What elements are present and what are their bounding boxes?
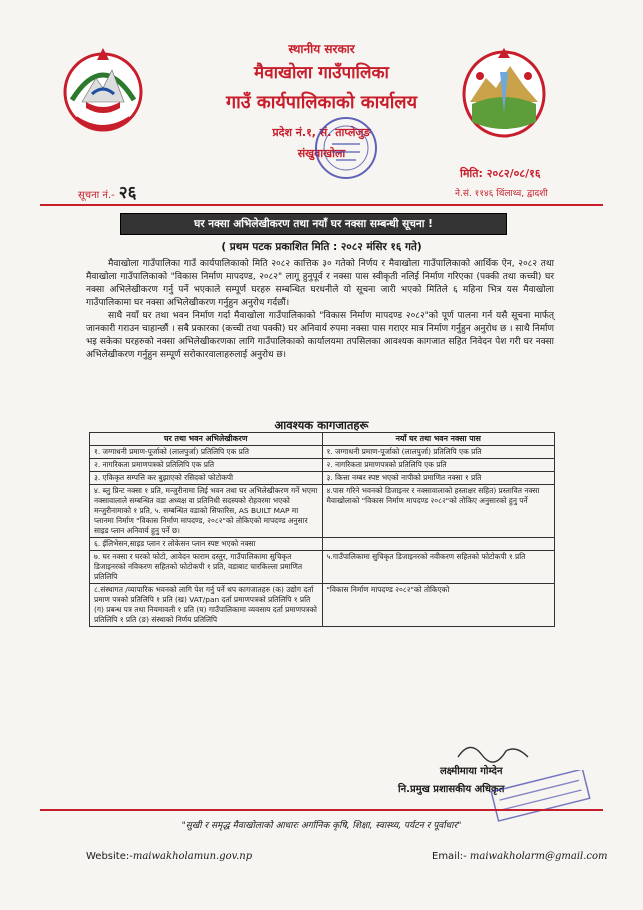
table-header-row — [90, 433, 555, 446]
website-line — [86, 851, 252, 862]
table-cell: ५.गाउँपालिकामा सुचिकृत डिजाइनरको नवीकरण सहितको फोटोकपी १ प्रति — [322, 551, 555, 584]
notice-body — [86, 258, 554, 362]
required-documents-title: आवश्यक कागजातहरू — [274, 418, 369, 432]
required-documents-table — [89, 432, 555, 627]
table-cell: ३. एकिकृत सम्पत्ति कर बुझाएको रसिदको फोटोकपी — [90, 472, 323, 485]
notice-title-banner: घर नक्सा अभिलेखीकरण तथा नयाँ घर नक्सा सम्बन्धी सूचना ! — [120, 213, 507, 235]
notice-date: मिति: २०८२/०८/१६ — [460, 167, 541, 180]
table-row — [90, 538, 555, 551]
table-cell: २. नागरिकता प्रमाणपत्रको प्रतिलिपि एक प्रति — [322, 459, 555, 472]
website-link[interactable]: maiwakholamun.gov.np — [132, 851, 253, 862]
body-paragraph: साथै नयाँ घर तथा भवन निर्माण गर्दा मैवाखोला गाउँपालिकाको "विकास निर्माण मापदण्ड २०८२"को पूर्ण पालना गर्न यसै सूचना मार्फत् जानकारी गराउन चाहान्छौं । सबै प्रकारका (कच्ची तथा पक्की) घर अनिवार्य रुपमा नक्सा पास गराएर मात्र निर्माण गर्नुहुन अनुरोध छ । साथै निर्माण भइ सकेका घरहरुको नक्सा अभिलेखीकरणका लागि गाउँपालिकाको कार्यालयमा तपसिलका आवश्यक कागजात सहित निवेदन पेश गरी घर नक्सा अभिलेखीकरण गर्नुहुन सम्पूर्ण सरोकारवालाहरुलाई अनुरोध छ। — [86, 311, 554, 360]
table-cell — [322, 538, 555, 551]
table-row — [90, 485, 555, 538]
footer-divider — [40, 809, 603, 811]
officer-stamp — [486, 770, 596, 824]
header-office-name: गाउँ कार्यपालिकाको कार्यालय — [225, 92, 418, 113]
header-location: संखुवाखोला — [297, 147, 346, 160]
nepal-sambat-date: ने.सं. ११४६ थिंलाथ्व, द्वादशी — [455, 189, 548, 199]
header-divider — [40, 204, 603, 206]
website-label: Website:- — [86, 851, 133, 862]
table-cell: ४. ब्लु प्रिन्ट नक्सा १ प्रति, मन्जुरीनामा लिई भवन तथा घर अभिलेखीकरण गर्ने भएमा नक्सावालाले सम्बन्धित वडा अध्यक्ष वा प्रतिनिधी सदस्यको रोहवरमा भएको मन्जुरीनामाको १ प्रति, ५. सम्बन्धित वडाको सिफारिस, AS BUILT MAP मा प्लानमा निर्माण "विकास निर्माण मापदण्ड, २०८२"को तोकिएको मापदण्ड अनुसार साइड प्लान अनिवार्य हुनु पर्ने छ। — [90, 485, 323, 538]
header-province-address: प्रदेश नं.१, सं. ताप्लेजुङ — [272, 126, 371, 139]
table-header-cell: नयाँ घर तथा भवन नक्सा पास — [322, 433, 555, 446]
notice-number-value: २६ — [118, 183, 137, 203]
table-cell: ६. ईलिभेसन,साइड प्लान र लोकेसन प्लान स्पष्ट भएको नक्सा — [90, 538, 323, 551]
published-date: ( प्रथम पटक प्रकाशित मिति : २०८२ मंसिर १६ गते) — [221, 241, 422, 253]
signatory-name: लक्ष्मीमाया गोम्देन — [440, 766, 503, 777]
notice-number-label: सूचना नं.- — [78, 190, 115, 201]
table-row — [90, 551, 555, 584]
office-seal-stamp — [302, 108, 390, 188]
email-line — [432, 851, 608, 862]
table-cell: ८.संस्थागत /व्यापारिक भवनको लागि पेश गर्नु पर्ने थप कागजातहरु (क) उद्योग दर्ता प्रमाण पत्रको प्रतिलिपि १ प्रति (ख) VAT/pan दर्ता प्रमाणपत्रको प्रतिलिपि १ प्रति (ग) प्रबन्ध पत्र तथा नियमावली १ प्रति (घ) गाउँपालिकामा व्यवसाय दर्ता प्रमाणपत्रको प्रतिलिपि १ प्रति (ङ) संस्थाको निर्णय प्रतिलिपि — [90, 584, 323, 627]
header-municipality-name: मैवाखोला गाउँपालिका — [254, 63, 389, 83]
table-cell: १. जग्गाधनी प्रमाण-पूर्जाको (लालपुर्जा) प्रतिलिपि एक प्रति — [322, 446, 555, 459]
table-cell: १. जग्गाधनी प्रमाण-पूर्जाको (लालपुर्जा) प्रतिलिपि एक प्रति — [90, 446, 323, 459]
table-cell: ४.पास गरिने भवनको डिजाइनर र नक्सावालाको हस्ताक्षर सहित) प्रस्तावित नक्सा मैवाखोलाको "विकास निर्माण मापदण्ड २०८२"को तोकिए अनुसारको हुनु पर्ने — [322, 485, 555, 538]
signatory-title: नि.प्रमुख प्रशासकीय अधिकृत — [398, 784, 505, 795]
notice-number — [78, 180, 136, 203]
table-cell: ७. घर नक्सा र घरको फोटो, आवेदन फाराम दस्तुर, गाउँपालिकामा सुचिकृत डिजाइनरको नविकरण सहितको फोटोकपी १ प्रति, वडाबाट चारकिल्ला प्रमाणित प्रतिलिपि — [90, 551, 323, 584]
municipality-motto: "सुखी र समृद्ध मैवाखोलाको आधारः अर्गानिक कृषि, शिक्षा, स्वास्थ्य, पर्यटन र पूर्वाधार" — [181, 821, 462, 831]
header-line-government: स्थानीय सरकार — [288, 42, 355, 56]
table-header-cell: घर तथा भवन अभिलेखीकरण — [90, 433, 323, 446]
body-paragraph: मैवाखोला गाउँपालिका गाउँ कार्यपालिकाको मिति २०८२ कात्तिक ३० गतेको निर्णय र मैवाखोला गाउँपालिकाको आर्थिक ऐन, २०८२ तथा मैवाखोला गाउँपालिकाको "विकास निर्माण मापदण्ड, २०८२" लागू हुनुपूर्व र नक्सा पास स्वीकृती नलिई निर्माण गरिएका (पक्की तथा कच्ची) घर नक्सा अभिलेखीकरण गर्नु पर्ने भएकाले सम्पूर्ण घरहरु सम्बन्धित घरधनीले यो सूचना जारी भएको मितिले ६ महिना भित्र यस मैवाखोला गाउँपालिकामा घर नक्सा अभिलेखीकरण गर्नुहुन अनुरोध गर्दछौं। — [86, 259, 554, 308]
table-cell: २. नागरिकता प्रमाणपत्रको प्रतिलिपि एक प्रति — [90, 459, 323, 472]
email-link[interactable]: maiwakholarm@gmail.com — [469, 851, 608, 862]
table-row — [90, 459, 555, 472]
table-row — [90, 584, 555, 627]
table-row — [90, 446, 555, 459]
table-cell: "विकास निर्माण मापदण्ड २०८२"को तोकिएको — [322, 584, 555, 627]
table-row — [90, 472, 555, 485]
table-cell: ३. कित्ता नम्बर स्पष्ट भएको नापीको प्रमाणित नक्सा १ प्रति — [322, 472, 555, 485]
email-label: Email:- — [432, 851, 470, 862]
